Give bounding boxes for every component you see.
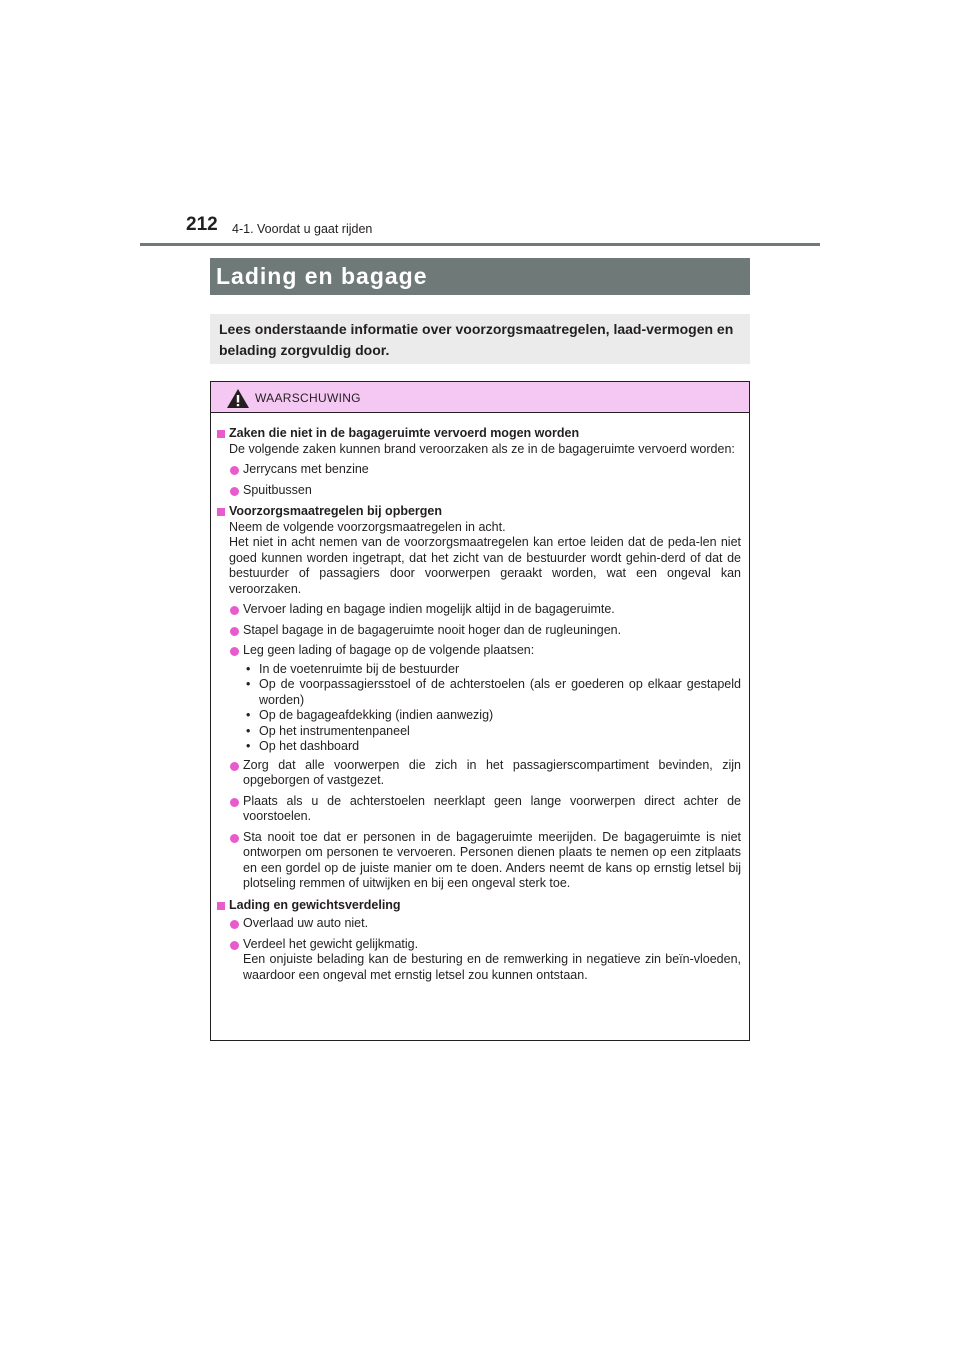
list-item: Leg geen lading of bagage op de volgende plaatsen:	[217, 643, 741, 659]
circle-bullet-icon	[230, 466, 239, 475]
intro-text: Lees onderstaande informatie over voorzorgsmaatregelen, laad-vermogen en belading zorgvuldig door.	[219, 321, 734, 358]
section-heading: Lading en gewichtsverdeling	[217, 898, 741, 914]
intro-box	[210, 314, 750, 364]
circle-bullet-icon	[230, 798, 239, 807]
paragraph: De volgende zaken kunnen brand veroorzaken als ze in de bagageruimte vervoerd worden:	[229, 441, 735, 456]
circle-bullet-icon	[230, 920, 239, 929]
list-item: Plaats als u de achterstoelen neerklapt geen lange voorwerpen direct achter de voorstoelen.	[217, 794, 741, 825]
list-item: Verdeel het gewicht gelijkmatig.	[217, 937, 741, 953]
circle-bullet-icon	[230, 487, 239, 496]
square-bullet-icon	[217, 430, 225, 438]
warning-body	[211, 413, 749, 983]
paragraph: Het niet in acht nemen van de voorzorgsmaatregelen kan ertoe leiden dat de peda-len niet goed kunnen worden ingetrapt, dat het zicht van de bestuurder wordt gehin-derd of dat de bestuurder of passagiers door voorwerpen geraakt worden, wat een ongeval kan veroorzaken.	[229, 535, 741, 596]
sub-list-item: • Op de voorpassagiersstoel of de achterstoelen (als er goederen op elkaar gestapeld worden)	[246, 677, 741, 707]
sub-list-item: • Op het dashboard	[246, 739, 360, 753]
circle-bullet-icon	[230, 647, 239, 656]
warning-header	[211, 382, 749, 413]
sub-list-item: • Op de bagageafdekking (indien aanwezig)	[246, 708, 494, 722]
list-item: Overlaad uw auto niet.	[217, 916, 741, 932]
section-heading: Zaken die niet in de bagageruimte vervoerd mogen worden	[217, 426, 741, 442]
sub-list-item: • In de voetenruimte bij de bestuurder	[246, 661, 460, 676]
circle-bullet-icon	[230, 834, 239, 843]
warning-label: WAARSCHUWING	[255, 391, 361, 405]
square-bullet-icon	[217, 902, 225, 910]
circle-bullet-icon	[230, 606, 239, 615]
list-item: Spuitbussen	[217, 483, 741, 499]
section-title-bar	[210, 258, 750, 295]
paragraph: Neem de volgende voorzorgsmaatregelen in acht.	[229, 519, 506, 534]
sub-list-item: • Op het instrumentenpaneel	[246, 723, 410, 738]
warning-box	[210, 381, 750, 1041]
list-item: Vervoer lading en bagage indien mogelijk altijd in de bagageruimte.	[217, 602, 741, 618]
section-title: Lading en bagage	[216, 263, 428, 289]
warning-triangle-icon	[226, 388, 250, 409]
circle-bullet-icon	[230, 941, 239, 950]
chapter-title: 4-1. Voordat u gaat rijden	[232, 222, 373, 236]
page-header	[186, 214, 820, 246]
list-item: Sta nooit toe dat er personen in de bagageruimte meerijden. De bagageruimte is niet ontworpen om personen te vervoeren. Personen dienen plaats te nemen op een zitplaats en een gordel op de juiste manier om te doen. Anders neemt de kans op ernstig letsel bij plotseling remmen of uitwijken en bij een ongeval sterk toe.	[217, 830, 741, 892]
circle-bullet-icon	[230, 762, 239, 771]
square-bullet-icon	[217, 508, 225, 516]
list-item: Jerrycans met benzine	[217, 462, 741, 478]
section-heading: Voorzorgsmaatregelen bij opbergen	[217, 504, 741, 520]
paragraph: Een onjuiste belading kan de besturing en de remwerking in negatieve zin beïn-vloeden, waardoor een ongeval met ernstig letsel zou kunnen ontstaan.	[243, 952, 741, 982]
circle-bullet-icon	[230, 627, 239, 636]
page-number: 212	[186, 214, 218, 235]
header-divider	[140, 243, 820, 246]
list-item: Zorg dat alle voorwerpen die zich in het passagierscompartiment bevinden, zijn opgeborgen of vastgezet.	[217, 758, 741, 789]
list-item: Stapel bagage in de bagageruimte nooit hoger dan de rugleuningen.	[217, 623, 741, 639]
